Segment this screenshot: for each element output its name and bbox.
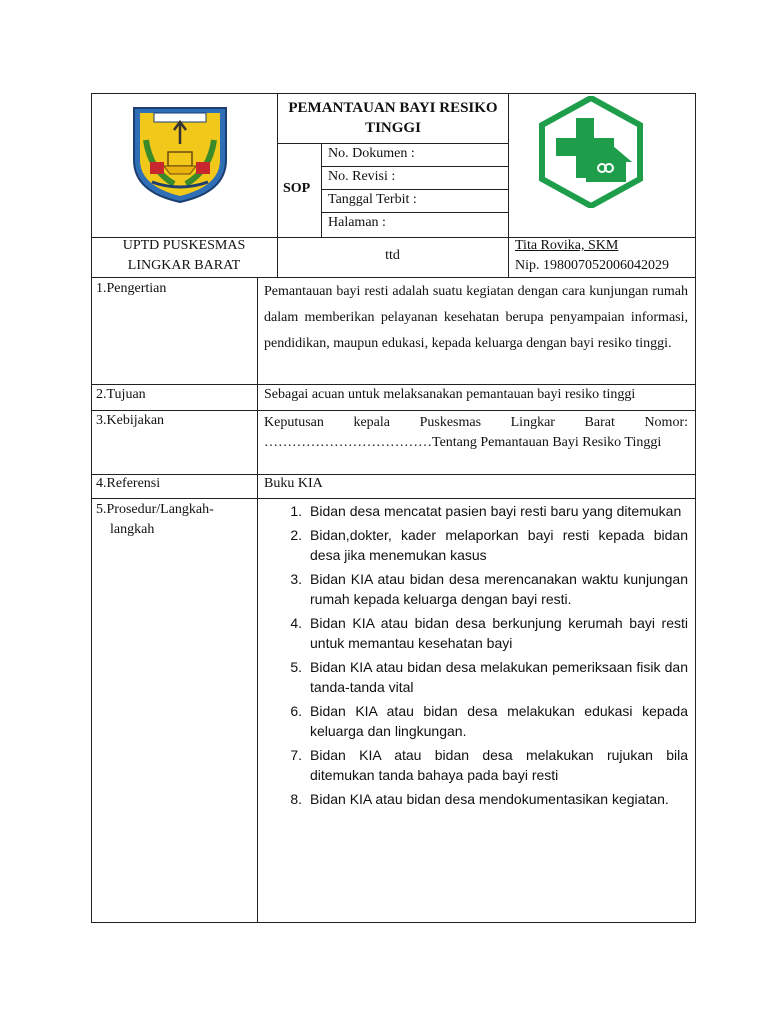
label-prosedur-line1: 5.Prosedur/Langkah- — [96, 502, 214, 517]
divider — [257, 277, 258, 923]
field-halaman: Halaman : — [328, 215, 386, 230]
divider — [277, 143, 508, 144]
label-kebijakan: 3.Kebijakan — [96, 413, 165, 428]
list-item — [276, 613, 688, 653]
text-kebijakan: Keputusan kepala Puskesmas Lingkar Barat Nomor: ………………………………Tentang Pemantauan Bayi Resiko Tinggi — [264, 415, 688, 450]
list-number: 6. — [290, 703, 302, 719]
list-item — [276, 701, 688, 741]
list-number: 1. — [290, 503, 302, 519]
signer-nip: Nip. 198007052006042029 — [515, 258, 669, 273]
field-no-revisi: No. Revisi : — [328, 169, 396, 184]
sop-label: SOP — [283, 181, 311, 196]
list-item — [276, 525, 688, 565]
step-text: Bidan KIA atau bidan desa melakukan pemeriksaan fisik dan tanda-tanda vital — [310, 659, 688, 695]
list-number: 7. — [290, 747, 302, 763]
divider — [91, 498, 696, 499]
step-text: Bidan KIA atau bidan desa merencanakan waktu kunjungan rumah kepada keluarga dengan bayi resti. — [310, 571, 688, 607]
text-referensi: Buku KIA — [264, 476, 323, 491]
list-item — [276, 745, 688, 785]
signature-ttd: ttd — [385, 248, 400, 263]
step-text: Bidan KIA atau bidan desa melakukan rujukan bila ditemukan tanda bahaya pada bayi resti — [310, 747, 688, 783]
list-number: 4. — [290, 615, 302, 631]
step-text: Bidan KIA atau bidan desa melakukan edukasi kepada keluarga dan lingkungan. — [310, 703, 688, 739]
label-referensi: 4.Referensi — [96, 476, 161, 491]
divider — [91, 474, 696, 475]
list-number: 3. — [290, 571, 302, 587]
label-tujuan: 2.Tujuan — [96, 387, 146, 402]
label-prosedur-line2: langkah — [110, 522, 155, 537]
divider — [91, 410, 696, 411]
list-number: 2. — [290, 527, 302, 543]
signer-name: Tita Rovika, SKM — [515, 238, 619, 253]
divider — [321, 189, 508, 190]
list-item — [276, 569, 688, 609]
step-text: Bidan KIA atau bidan desa mendokumentasikan kegiatan. — [310, 791, 669, 807]
step-text: Bidan,dokter, kader melaporkan bayi resti kepada bidan desa jika menemukan kasus — [310, 527, 688, 563]
field-tanggal-terbit: Tanggal Terbit : — [328, 192, 417, 207]
label-pengertian: 1.Pengertian — [96, 281, 167, 296]
puskesmas-logo-icon — [536, 96, 646, 208]
divider — [508, 93, 509, 277]
divider — [321, 212, 508, 213]
procedure-list — [276, 501, 688, 813]
text-pengertian: Pemantauan bayi resti adalah suatu kegiatan dengan cara kunjungan rumah dalam memberikan pelayanan kesehatan berupa penyampaian informasi, pendidikan, maupun edukasi, kepada keluarga dengan bayi resiko tinggi. — [264, 284, 688, 351]
field-no-dokumen: No. Dokumen : — [328, 146, 415, 161]
divider — [321, 143, 322, 237]
step-text: Bidan KIA atau bidan desa berkunjung kerumah bayi resti untuk memantau kesehatan bayi — [310, 615, 688, 651]
divider — [91, 384, 696, 385]
org-name-line2: LINGKAR BARAT — [127, 258, 241, 273]
list-item — [276, 789, 688, 809]
list-number: 8. — [290, 791, 302, 807]
divider — [321, 166, 508, 167]
text-tujuan: Sebagai acuan untuk melaksanakan pemantauan bayi resiko tinggi — [264, 387, 636, 402]
list-item — [276, 657, 688, 697]
step-text: Bidan desa mencatat pasien bayi resti baru yang ditemukan — [310, 503, 682, 519]
document-title: PEMANTAUAN BAYI RESIKO TINGGI — [288, 100, 498, 136]
list-number: 5. — [290, 659, 302, 675]
divider — [91, 277, 696, 278]
list-item — [276, 501, 688, 521]
org-name-line1: UPTD PUSKESMAS — [122, 238, 246, 253]
regional-emblem-icon — [128, 100, 232, 204]
